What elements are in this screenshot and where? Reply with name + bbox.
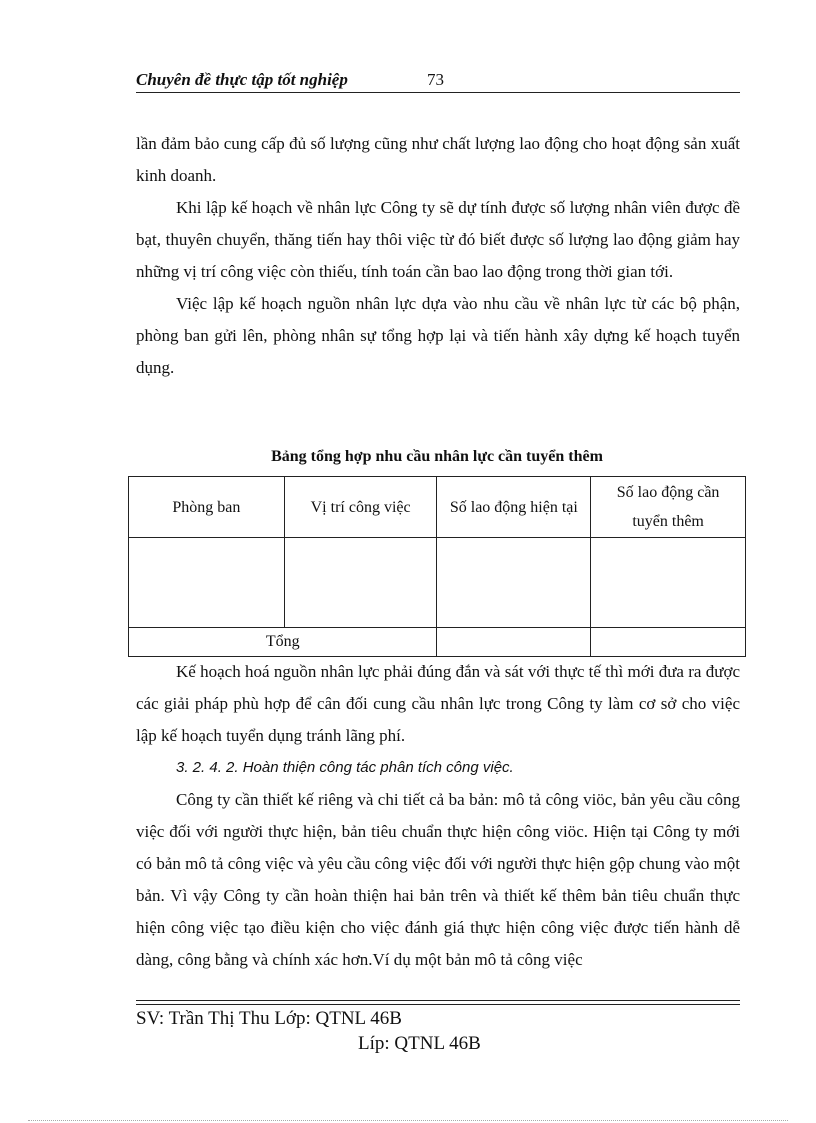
paragraph: Khi lập kế hoạch về nhân lực Công ty sẽ dự tính được số lượng nhân viên được đề bạt, thuyên chuyển, thăng tiến hay thôi việc từ đó biết được số lượng lao động giảm hay những vị trí công việc còn thiếu, tính toán cần bao lao động trong thời gian tới. — [136, 198, 740, 281]
table-total-row — [129, 628, 746, 657]
page-number: 73 — [427, 70, 444, 89]
table-cell — [437, 628, 591, 657]
footer-divider — [136, 1004, 740, 1005]
table-header-row — [129, 477, 746, 538]
table-row — [129, 538, 746, 628]
body-text-bottom — [136, 656, 740, 976]
body-text-top — [136, 128, 740, 384]
paragraph: Kế hoạch hoá nguồn nhân lực phải đúng đắn và sát với thực tế thì mới đưa ra được các giải pháp phù hợp để cân đối cung cầu nhân lực trong Công ty làm cơ sở cho việc lập kế hoạch tuyển dụng tránh lãng phí. — [136, 662, 740, 745]
table-title: Bảng tổng hợp nhu cầu nhân lực cần tuyển thêm — [271, 448, 603, 465]
column-header: Số lao động hiện tại — [437, 477, 591, 538]
page-bottom-border — [28, 1120, 788, 1121]
header-title: Chuyên đề thực tập tốt nghiệp — [136, 70, 348, 89]
paragraph: lần đảm bảo cung cấp đủ số lượng cũng như chất lượng lao động cho hoạt động sản xuất kinh doanh. — [136, 134, 740, 185]
footer-student: SV: Trần Thị Thu Lớp: QTNL 46B — [136, 1008, 402, 1029]
table-cell — [129, 538, 285, 628]
footer-class: Líp: QTNL 46B — [358, 1033, 481, 1054]
column-header: Số lao động cần tuyển thêm — [591, 477, 746, 538]
table-cell — [284, 538, 437, 628]
table-cell — [591, 538, 746, 628]
table-cell — [437, 538, 591, 628]
paragraph: Việc lập kế hoạch nguồn nhân lực dựa vào nhu cầu về nhân lực từ các bộ phận, phòng ban gửi lên, phòng nhân sự tổng hợp lại và tiến hành xây dựng kế hoạch tuyển dụng. — [136, 294, 740, 377]
section-heading: 3. 2. 4. 2. Hoàn thiện công tác phân tích công việc. — [176, 759, 514, 776]
paragraph: Công ty cần thiết kế riêng và chi tiết cả ba bản: mô tả công viöc, bản yêu cầu công việc đối với người thực hiện, bản tiêu chuẩn thực hiện công viöc. Hiện tại Công ty mới có bản mô tả công việc và yêu cầu công việc đối với người thực hiện gộp chung vào một bản. Vì vậy Công ty cần hoàn thiện hai bản trên và thiết kế thêm bản tiêu chuẩn thực hiện công việc tạo điều kiện cho việc đánh giá thực hiện công việc được tiến hành dễ dàng, công bằng và chính xác hơn.Ví dụ một bản mô tả công việc — [136, 790, 740, 969]
table-cell — [591, 628, 746, 657]
column-header: Vị trí công việc — [284, 477, 437, 538]
page-header — [136, 68, 740, 93]
total-label: Tổng — [129, 628, 437, 657]
footer-divider — [136, 1000, 740, 1001]
staffing-needs-table — [128, 476, 746, 657]
column-header: Phòng ban — [129, 477, 285, 538]
